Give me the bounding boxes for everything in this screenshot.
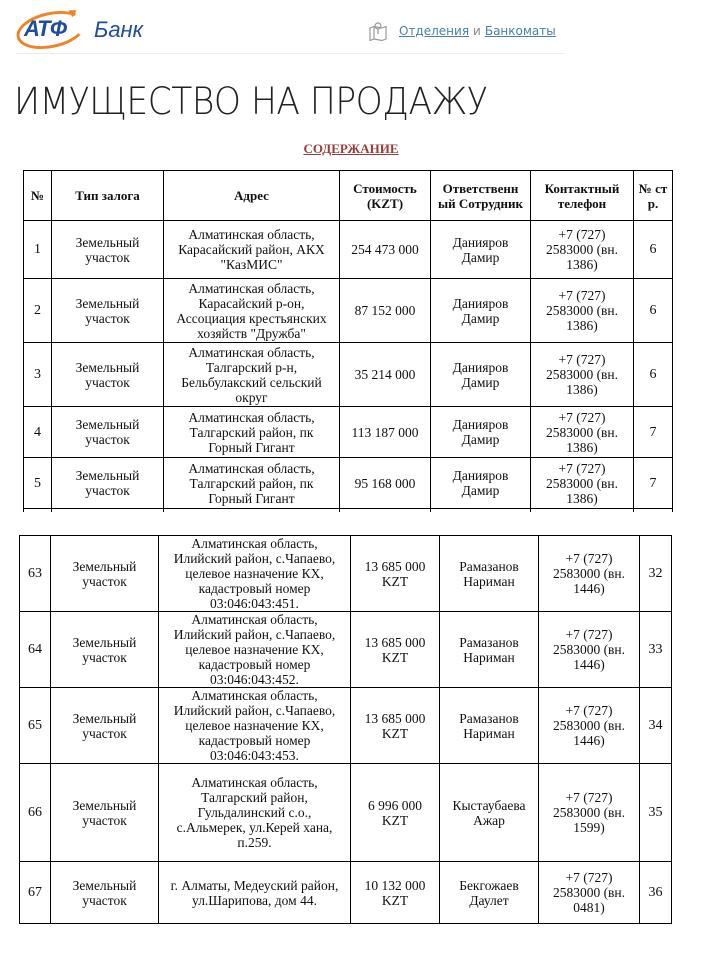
cell-number: 1 [24,221,52,279]
cell-page: 33 [640,612,672,688]
cell-employee: Данияров Дамир [431,407,531,458]
table-row [24,343,673,407]
cell-price: 13 685 000 KZT [351,536,440,612]
cell-phone: +7 (727) 2583000 (вн. 0481) [539,862,640,924]
table-row [24,458,673,509]
section-gap [0,512,702,532]
cell-number: 4 [24,407,52,458]
cell-page: 6 [634,343,673,407]
branches-atms-nav [368,20,556,42]
cell-page: 34 [640,688,672,764]
property-table-top [23,170,673,515]
cell-phone: +7 (727) 2583000 (вн. 1446) [539,612,640,688]
cell-price: 10 132 000 KZT [351,862,440,924]
cell-type: Земельный участок [52,407,164,458]
cell-address: Алматинская область, Карасайский район, АКХ "КазМИС" [164,221,340,279]
cell-employee: Рамазанов Нариман [440,688,539,764]
cell-address: Алматинская область, Талгарский район, пк Горный Гигант [164,407,340,458]
cell-page: 6 [634,279,673,343]
cell-type: Земельный участок [51,764,159,862]
header-divider [16,53,356,54]
cell-address: Алматинская область, Илийский район, с.Чапаево, целевое назначение КХ, кадастровый номер 03:046:043:451. [159,536,351,612]
cell-employee: Данияров Дамир [431,458,531,509]
cell-employee: Данияров Дамир [431,343,531,407]
table-of-contents-link[interactable] [0,141,702,157]
cell-price: 6 996 000 KZT [351,764,440,862]
cell-number: 66 [20,764,51,862]
cell-employee: Данияров Дамир [431,279,531,343]
cell-address: Алматинская область, Илийский район, с.Чапаево, целевое назначение КХ, кадастровый номер 03:046:043:452. [159,612,351,688]
cell-page: 36 [640,862,672,924]
cell-number: 3 [24,343,52,407]
toc-link-text[interactable]: СОДЕРЖАНИЕ [303,141,399,156]
header-divider [352,53,564,54]
cell-phone: +7 (727) 2583000 (вн. 1386) [531,343,634,407]
cell-employee: Рамазанов Нариман [440,612,539,688]
cell-address: г. Алматы, Медеуский район, ул.Шарипова, дом 44. [159,862,351,924]
cell-number: 63 [20,536,51,612]
cell-phone: +7 (727) 2583000 (вн. 1386) [531,407,634,458]
table-row [20,688,672,764]
col-header-price: Стоимость (KZT) [340,171,431,221]
cell-page: 35 [640,764,672,862]
cell-address: Алматинская область, Талгарский район, Гульдалинский с.о., с.Альмерек, ул.Керей хана, п.259. [159,764,351,862]
cell-phone: +7 (727) 2583000 (вн. 1446) [539,688,640,764]
table-row [20,612,672,688]
cell-type: Земельный участок [51,688,159,764]
table-row [20,764,672,862]
cell-page: 6 [634,221,673,279]
cell-phone: +7 (727) 2583000 (вн. 1386) [531,221,634,279]
cell-type: Земельный участок [52,458,164,509]
cell-employee: Бекгожаев Даулет [440,862,539,924]
col-header-address: Адрес [164,171,340,221]
cell-employee: Кыстаубаева Ажар [440,764,539,862]
table-row [24,279,673,343]
cell-type: Земельный участок [52,343,164,407]
page-title: ИМУЩЕСТВО НА ПРОДАЖУ [14,80,488,123]
col-header-number: № [24,171,52,221]
cell-type: Земельный участок [52,279,164,343]
table-header-row [24,171,673,221]
cell-address: Алматинская область, Карасайский р-он, Ассоциация крестьянских хозяйств "Дружба" [164,279,340,343]
col-header-page: № ст р. [634,171,673,221]
cell-address: Алматинская область, Талгарский район, пк Горный Гигант [164,458,340,509]
cell-page: 32 [640,536,672,612]
cell-price: 113 187 000 [340,407,431,458]
table-row [24,221,673,279]
map-pin-icon [368,21,388,41]
cell-number: 5 [24,458,52,509]
cell-phone: +7 (727) 2583000 (вн. 1446) [539,536,640,612]
cell-type: Земельный участок [51,536,159,612]
cell-type: Земельный участок [52,221,164,279]
cell-type: Земельный участок [51,612,159,688]
cell-number: 2 [24,279,52,343]
branches-link[interactable]: Отделения [399,24,470,38]
cell-page: 7 [634,407,673,458]
cell-number: 64 [20,612,51,688]
logo-suffix: Банк [94,17,144,42]
cell-address: Алматинская область, Илийский район, с.Чапаево, целевое назначение КХ, кадастровый номер 03:046:043:453. [159,688,351,764]
cell-price: 35 214 000 [340,343,431,407]
property-table-bottom [19,535,672,924]
cell-phone: +7 (727) 2583000 (вн. 1599) [539,764,640,862]
cell-price: 13 685 000 KZT [351,688,440,764]
col-header-phone: Контактный телефон [531,171,634,221]
table-row [24,407,673,458]
cell-phone: +7 (727) 2583000 (вн. 1386) [531,279,634,343]
logo-brand: АТФ [24,16,67,41]
cell-phone: +7 (727) 2583000 (вн. 1386) [531,458,634,509]
cell-employee: Рамазанов Нариман [440,536,539,612]
cell-price: 87 152 000 [340,279,431,343]
cell-price: 95 168 000 [340,458,431,509]
cell-page: 7 [634,458,673,509]
cell-type: Земельный участок [51,862,159,924]
cell-employee: Данияров Дамир [431,221,531,279]
atms-link[interactable]: Банкоматы [484,24,556,38]
cell-number: 67 [20,862,51,924]
table-row [20,536,672,612]
table-row [20,862,672,924]
site-header [0,0,702,56]
cell-price: 254 473 000 [340,221,431,279]
col-header-type: Тип залога [52,171,164,221]
atf-bank-logo[interactable] [14,8,164,48]
cell-price: 13 685 000 KZT [351,612,440,688]
cell-address: Алматинская область, Талгарский р-н, Бельбулакский сельский округ [164,343,340,407]
conjunction-text: и [473,24,481,38]
col-header-employee: Ответственн ый Сотрудник [431,171,531,221]
cell-number: 65 [20,688,51,764]
